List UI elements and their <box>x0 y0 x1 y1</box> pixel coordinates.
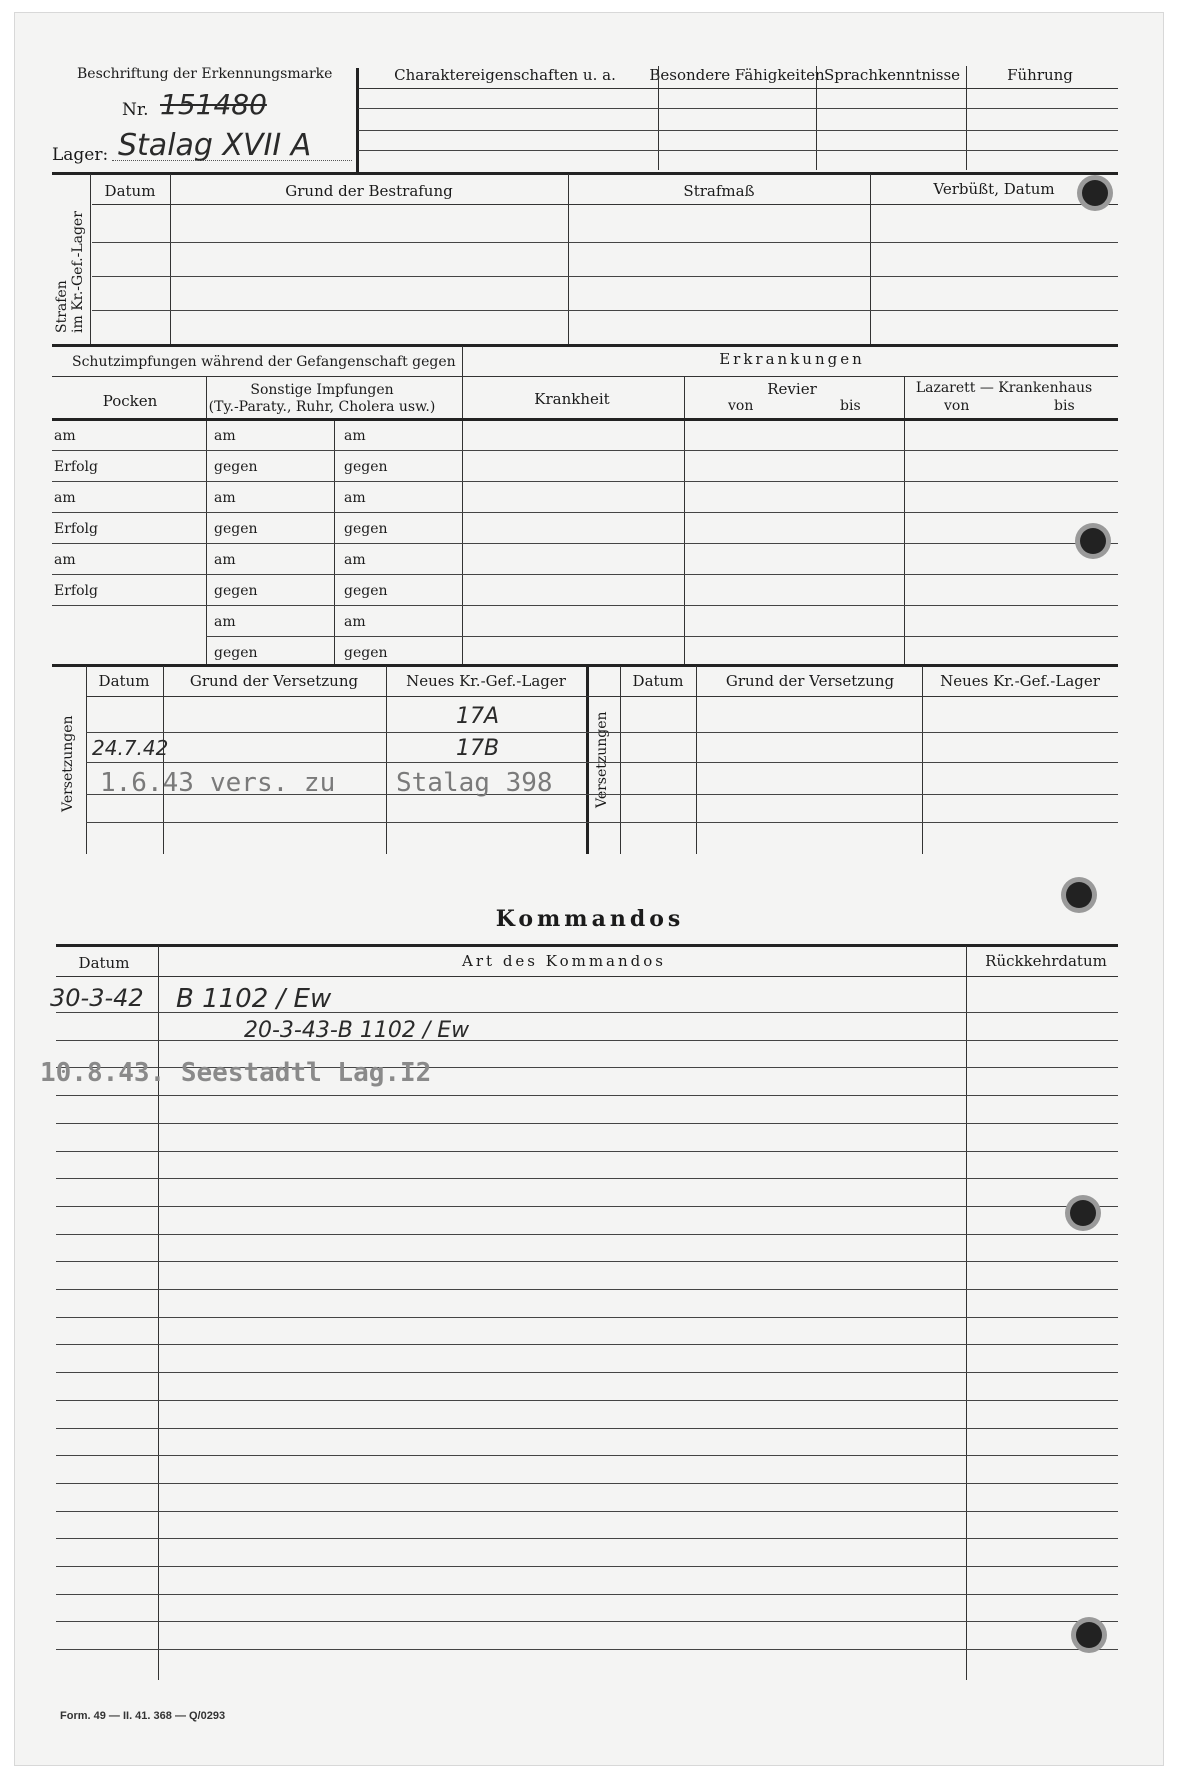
kommando-hw-entry-2: 20-3-43-B 1102 / Ew <box>244 1018 470 1043</box>
impf-mid-2: am <box>214 490 236 506</box>
strafen-side-label-2: im Kr.-Gef.-Lager <box>70 211 86 333</box>
sonstige-label-2: (Ty.-Paraty., Ruhr, Cholera usw.) <box>208 399 436 415</box>
punch-hole <box>1080 528 1106 554</box>
lager-underline <box>112 160 352 161</box>
kommando-row-line <box>56 1261 1118 1262</box>
versetzung-top-line <box>52 664 1118 667</box>
header-line <box>358 88 1118 89</box>
strafen-col-line <box>870 174 871 344</box>
impf-mid-5: gegen <box>214 583 258 599</box>
lager-label: Lager: <box>52 145 109 165</box>
kommando-row-line <box>56 1151 1118 1152</box>
strafen-top-line <box>52 172 1118 175</box>
kommandos-col-datum: Datum <box>78 954 130 972</box>
kommandos-col-line <box>158 946 159 1680</box>
strafen-side-label-1: Strafen <box>54 280 70 333</box>
strafen-line <box>92 204 1118 205</box>
impf-left-4: am <box>54 552 76 568</box>
versetzung-line <box>86 822 1118 823</box>
nr-value: 151480 <box>160 88 267 121</box>
erkrankungen-title: Erkrankungen <box>719 350 865 368</box>
impfung-line <box>52 376 1118 377</box>
impf-right-2: am <box>344 490 366 506</box>
punch-hole <box>1082 180 1108 206</box>
impf-right-3: gegen <box>344 521 388 537</box>
vers-l-col-lager: Neues Kr.-Gef.-Lager <box>406 672 566 690</box>
marke-label: Beschriftung der Erkennungsmarke <box>77 66 333 82</box>
impf-mid-7: gegen <box>214 645 258 661</box>
kommando-row-line <box>56 1234 1118 1235</box>
kommandos-title: Kommandos <box>495 906 685 932</box>
vers-stamp-text: vers. zu <box>210 768 336 798</box>
impfung-top-line <box>52 344 1118 347</box>
header-line <box>358 130 1118 131</box>
impf-right-7: gegen <box>344 645 388 661</box>
impfung-row-line <box>52 574 1118 575</box>
kommando-row-line <box>56 1594 1118 1595</box>
kommando-row-line <box>56 1566 1118 1567</box>
vers-hw-date: 24.7.42 <box>92 736 169 760</box>
impf-left-3: Erfolg <box>54 521 98 537</box>
header-col-line <box>816 66 817 170</box>
impf-mid-4: am <box>214 552 236 568</box>
kommando-row-line <box>56 1428 1118 1429</box>
revier-von: von <box>728 398 754 414</box>
kommando-row-line <box>56 1317 1118 1318</box>
versetzung-col-line <box>386 666 387 854</box>
versetzung-middle-line <box>586 666 589 854</box>
kommando-row-line <box>56 1178 1118 1179</box>
strafen-line <box>92 310 1118 311</box>
kommando-row-line <box>56 1095 1118 1096</box>
kommando-row-line <box>56 1123 1118 1124</box>
versetzung-side-label-left: Versetzungen <box>60 715 76 812</box>
punch-hole <box>1070 1200 1096 1226</box>
kommando-hw-date: 30-3-42 <box>50 984 144 1012</box>
impf-mid-0: am <box>214 428 236 444</box>
impf-mid-3: gegen <box>214 521 258 537</box>
kommando-row-line <box>56 1621 1118 1622</box>
impf-right-1: gegen <box>344 459 388 475</box>
col-fuehrung: Führung <box>1007 66 1073 84</box>
kommando-row-line <box>56 1344 1118 1345</box>
vers-stamp-lager: Stalag 398 <box>396 768 553 798</box>
lager-value: Stalag XVII A <box>118 128 312 163</box>
versetzung-line <box>86 732 1118 733</box>
strafen-col-verbuesst: Verbüßt, Datum <box>933 180 1055 198</box>
kommandos-col-line <box>966 946 967 1680</box>
lazarett-bis: bis <box>1054 398 1075 414</box>
versetzung-col-line <box>922 666 923 854</box>
impf-mid-6: am <box>214 614 236 630</box>
strafen-line <box>92 242 1118 243</box>
col-faehigkeiten: Besondere Fähigkeiten <box>649 66 825 84</box>
kommando-row-line <box>56 1538 1118 1539</box>
impf-left-1: Erfolg <box>54 459 98 475</box>
kommando-row-line <box>56 1400 1118 1401</box>
sonstige-label-1: Sonstige Impfungen <box>250 382 394 398</box>
strafen-line <box>92 276 1118 277</box>
impfung-row-line <box>52 512 1118 513</box>
impf-left-0: am <box>54 428 76 444</box>
krankheit-label: Krankheit <box>534 390 610 408</box>
versetzung-col-line <box>696 666 697 854</box>
vers-hw-lager-1: 17A <box>456 704 500 729</box>
impfung-row-line <box>52 481 1118 482</box>
kommando-row-line <box>56 1289 1118 1290</box>
kommando-row-line <box>56 1206 1118 1207</box>
impfung-erkrankung-divider <box>462 346 463 664</box>
revier-label: Revier <box>767 380 817 398</box>
punch-hole <box>1066 882 1092 908</box>
header-col-line <box>658 66 659 170</box>
vers-l-col-datum: Datum <box>98 672 150 690</box>
revier-bis: bis <box>840 398 861 414</box>
header-line <box>358 150 1118 151</box>
impfung-row-line <box>206 636 1118 637</box>
kommandos-col-rueckkehr: Rückkehrdatum <box>985 952 1107 970</box>
impf-right-0: am <box>344 428 366 444</box>
impf-right-4: am <box>344 552 366 568</box>
kommando-row-line <box>56 1040 1118 1041</box>
versetzung-side-label-right: Versetzungen <box>594 711 610 808</box>
strafen-col-line <box>170 174 171 344</box>
lazarett-label: Lazarett — Krankenhaus <box>915 380 1093 396</box>
strafen-col-line <box>90 174 91 344</box>
kommando-row-line <box>56 1372 1118 1373</box>
strafen-col-line <box>568 174 569 344</box>
strafen-col-datum: Datum <box>104 182 156 200</box>
impfung-header-line <box>52 418 1118 421</box>
impf-left-2: am <box>54 490 76 506</box>
vers-r-col-grund: Grund der Versetzung <box>725 672 895 690</box>
versetzung-header-line <box>86 696 1118 697</box>
kommando-row-line <box>56 1511 1118 1512</box>
kommandos-header-line <box>56 976 1118 977</box>
kommandos-top-line <box>56 944 1118 947</box>
kommando-hw-entry-1: B 1102 / Ew <box>176 984 332 1014</box>
kommando-row-line <box>56 1649 1118 1650</box>
header-col-line <box>966 66 967 170</box>
vers-l-col-grund: Grund der Versetzung <box>189 672 359 690</box>
strafen-col-strafmass: Strafmaß <box>683 182 755 200</box>
impf-mid-1: gegen <box>214 459 258 475</box>
header-line <box>358 108 1118 109</box>
strafen-col-grund: Grund der Bestrafung <box>285 182 453 200</box>
lazarett-von: von <box>944 398 970 414</box>
impf-left-5: Erfolg <box>54 583 98 599</box>
versetzung-line <box>86 762 1118 763</box>
pocken-label: Pocken <box>102 392 158 410</box>
versetzung-col-line <box>620 666 621 854</box>
form-number: Form. 49 — II. 41. 368 — Q/0293 <box>60 1710 226 1722</box>
kommandos-col-art: Art des Kommandos <box>462 952 666 970</box>
impfung-row-line <box>52 450 1118 451</box>
kommando-stamp: 10.8.43. Seestadtl Lag.I2 <box>40 1058 432 1088</box>
kommando-row-line <box>56 1455 1118 1456</box>
impf-right-6: am <box>344 614 366 630</box>
impf-right-5: gegen <box>344 583 388 599</box>
impfung-row-line <box>52 605 1118 606</box>
versetzung-col-line <box>163 666 164 854</box>
col-charakter: Charaktereigenschaften u. a. <box>394 66 616 84</box>
vers-r-col-lager: Neues Kr.-Gef.-Lager <box>940 672 1100 690</box>
vers-hw-lager-2: 17B <box>456 736 500 761</box>
vers-stamp-date: 1.6.43 <box>100 768 194 798</box>
header-divider <box>356 68 359 172</box>
impfung-title: Schutzimpfungen während der Gefangenschaft gegen <box>72 354 456 370</box>
col-sprachkenntnisse: Sprachkenntnisse <box>823 66 961 84</box>
punch-hole <box>1076 1622 1102 1648</box>
versetzung-col-line <box>86 666 87 854</box>
impfung-col-line <box>334 418 335 664</box>
nr-label: Nr. <box>122 100 149 120</box>
vers-r-col-datum: Datum <box>632 672 684 690</box>
kommando-row-line <box>56 1483 1118 1484</box>
impfung-row-line <box>52 543 1118 544</box>
